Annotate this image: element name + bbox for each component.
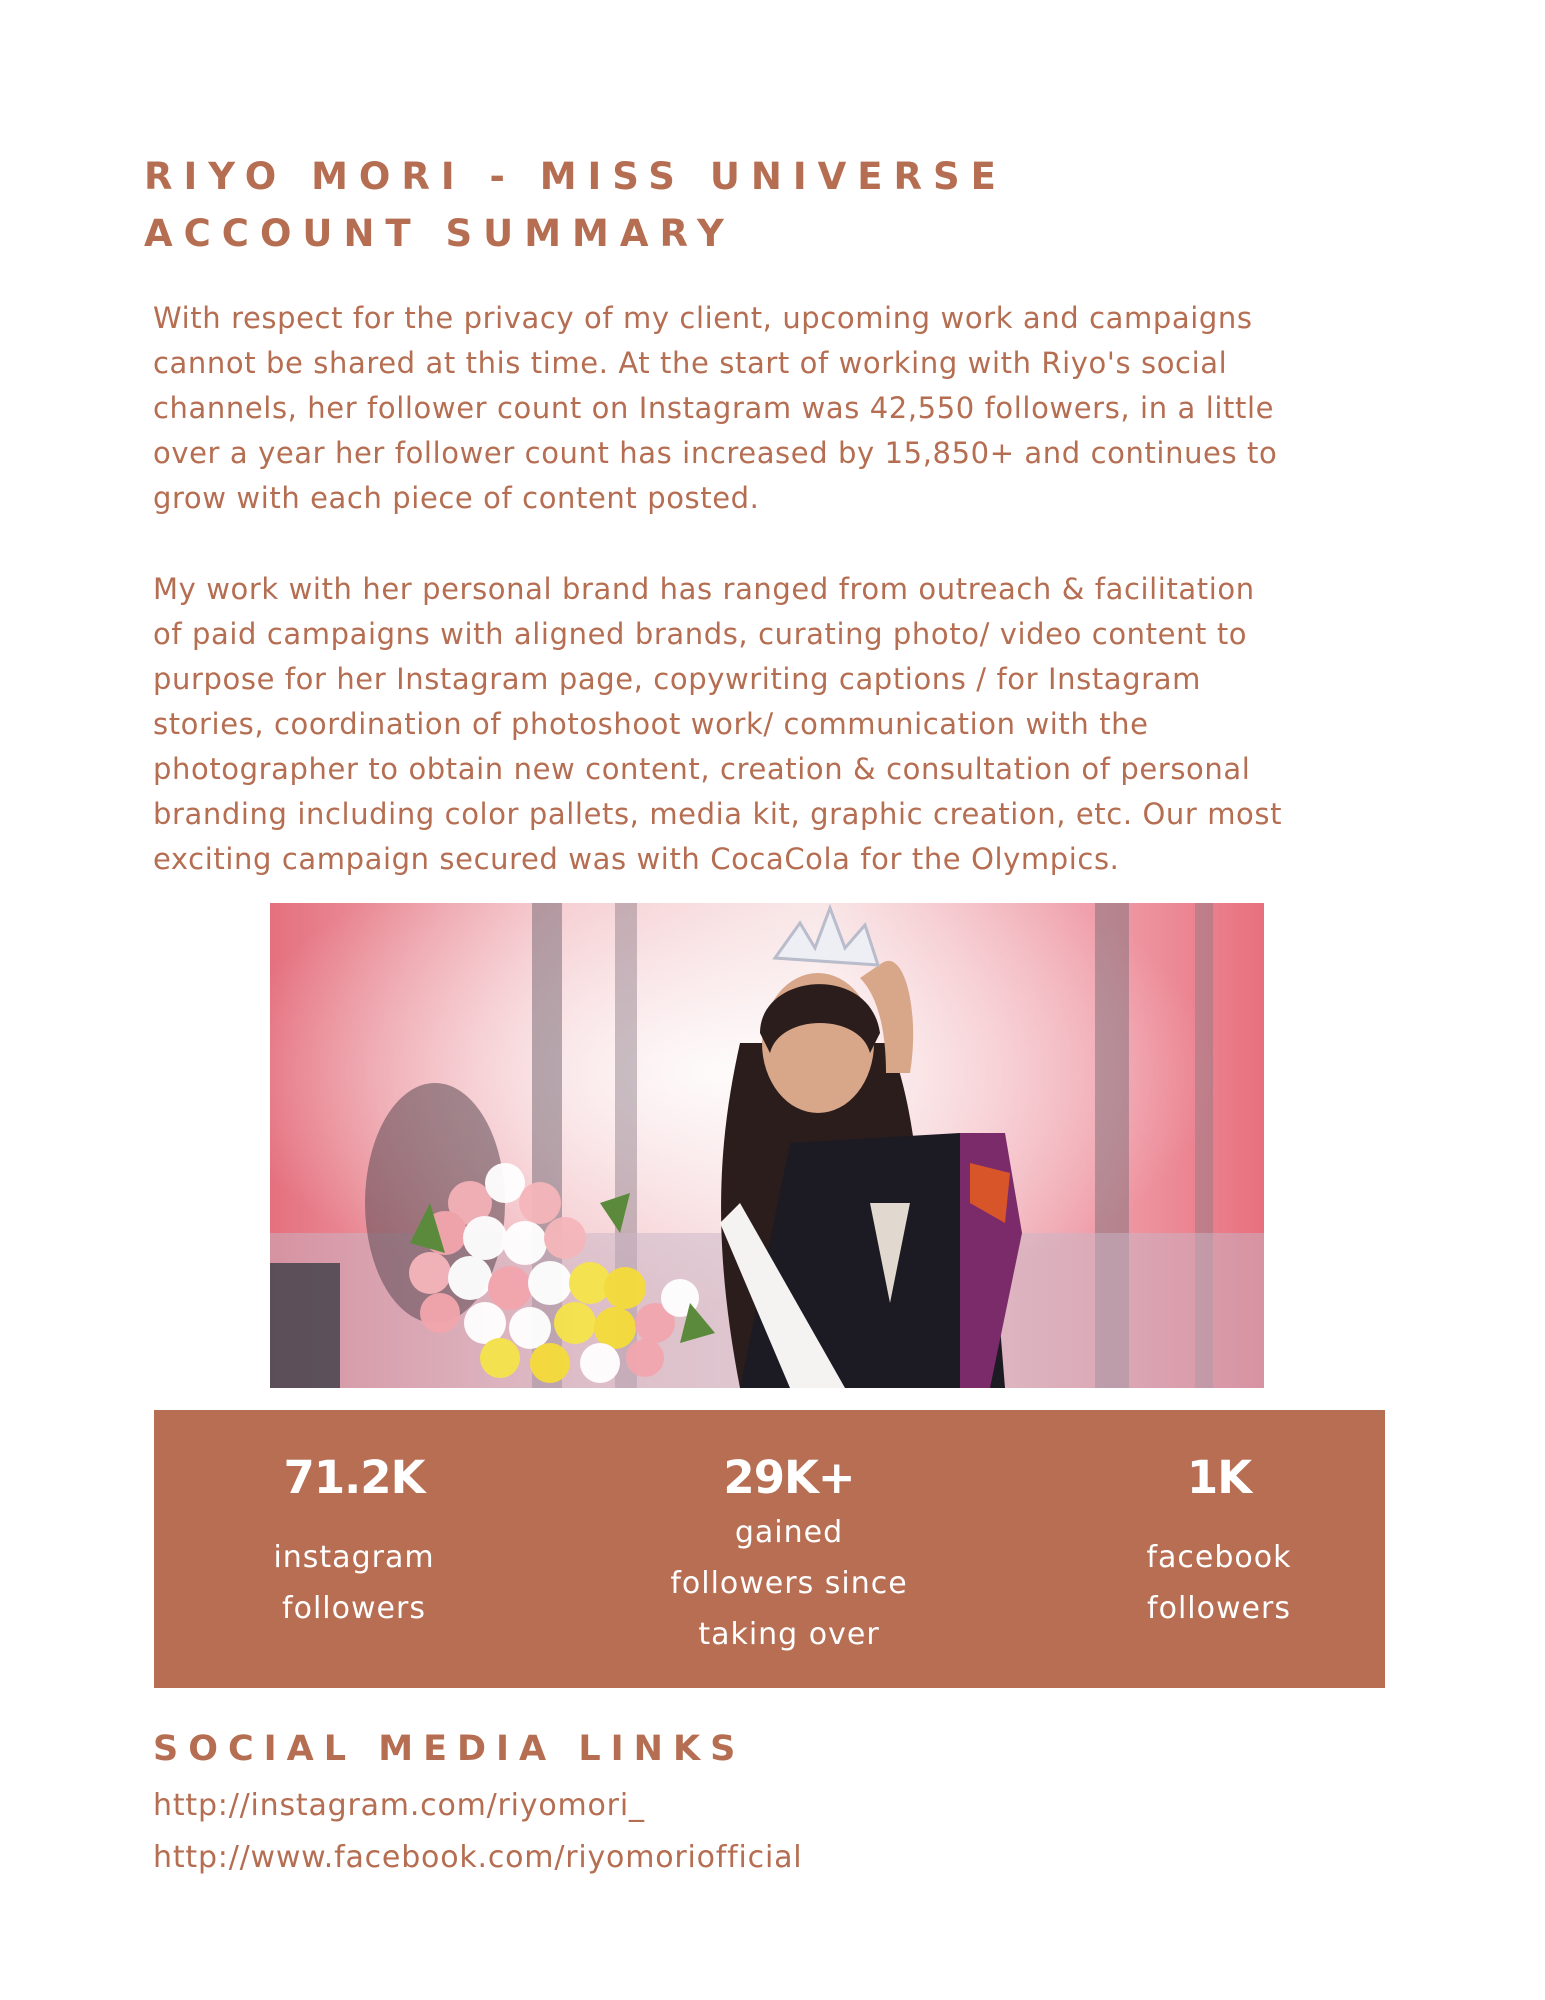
paragraph-line: over a year her follower count has increased by 15,850+ and continues to: [153, 436, 1278, 470]
photo-illustration: [270, 903, 1264, 1388]
stat-label-line: facebook: [1146, 1540, 1292, 1575]
miss-universe-photo: [270, 903, 1264, 1388]
paragraph-line: channels, her follower count on Instagram was 42,550 followers, in a little: [153, 391, 1275, 425]
social-media-heading: SOCIAL MEDIA LINKS: [153, 1729, 746, 1769]
summary-paragraph-privacy: [153, 296, 1393, 521]
paragraph-line: exciting campaign secured was with CocaCola for the Olympics.: [153, 842, 1120, 876]
stat-facebook-followers: [1089, 1410, 1349, 1688]
stat-gained-followers: [624, 1410, 954, 1688]
stats-panel: [154, 1410, 1385, 1688]
paragraph-line: cannot be shared at this time. At the start of working with Riyo's social: [153, 346, 1228, 380]
page-title-line-1: RIYO MORI - MISS UNIVERSE: [144, 155, 1007, 198]
facebook-link[interactable]: http://www.facebook.com/riyomoriofficial: [153, 1840, 803, 1875]
stat-label: [224, 1532, 484, 1634]
paragraph-line: stories, coordination of photoshoot work/ communication with the: [153, 707, 1149, 741]
stat-value: 71.2K: [283, 1451, 425, 1504]
stat-value: 29K+: [723, 1451, 855, 1504]
paragraph-line: photographer to obtain new content, creation & consultation of personal: [153, 752, 1251, 786]
paragraph-line: My work with her personal brand has ranged from outreach & facilitation: [153, 572, 1255, 606]
stat-value: 1K: [1186, 1451, 1252, 1504]
page-title: [144, 148, 1007, 262]
paragraph-line: branding including color pallets, media kit, graphic creation, etc. Our most: [153, 797, 1283, 831]
stat-instagram-followers: [224, 1410, 484, 1688]
paragraph-line: of paid campaigns with aligned brands, curating photo/ video content to: [153, 617, 1248, 651]
stat-label-line: gained: [734, 1515, 844, 1550]
stat-label-line: followers since: [670, 1566, 908, 1601]
stat-label-line: followers: [1147, 1591, 1291, 1626]
stat-label: [624, 1507, 954, 1660]
stat-label: [1089, 1532, 1349, 1634]
stat-label-line: taking over: [698, 1617, 880, 1652]
summary-paragraph-work: [153, 567, 1393, 882]
page-title-line-2: ACCOUNT SUMMARY: [144, 212, 735, 255]
paragraph-line: With respect for the privacy of my client, upcoming work and campaigns: [153, 301, 1253, 335]
paragraph-line: purpose for her Instagram page, copywriting captions / for Instagram: [153, 662, 1201, 696]
paragraph-line: grow with each piece of content posted.: [153, 481, 760, 515]
instagram-link[interactable]: http://instagram.com/riyomori_: [153, 1788, 645, 1823]
stat-label-line: followers: [282, 1591, 426, 1626]
stat-label-line: instagram: [273, 1540, 435, 1575]
